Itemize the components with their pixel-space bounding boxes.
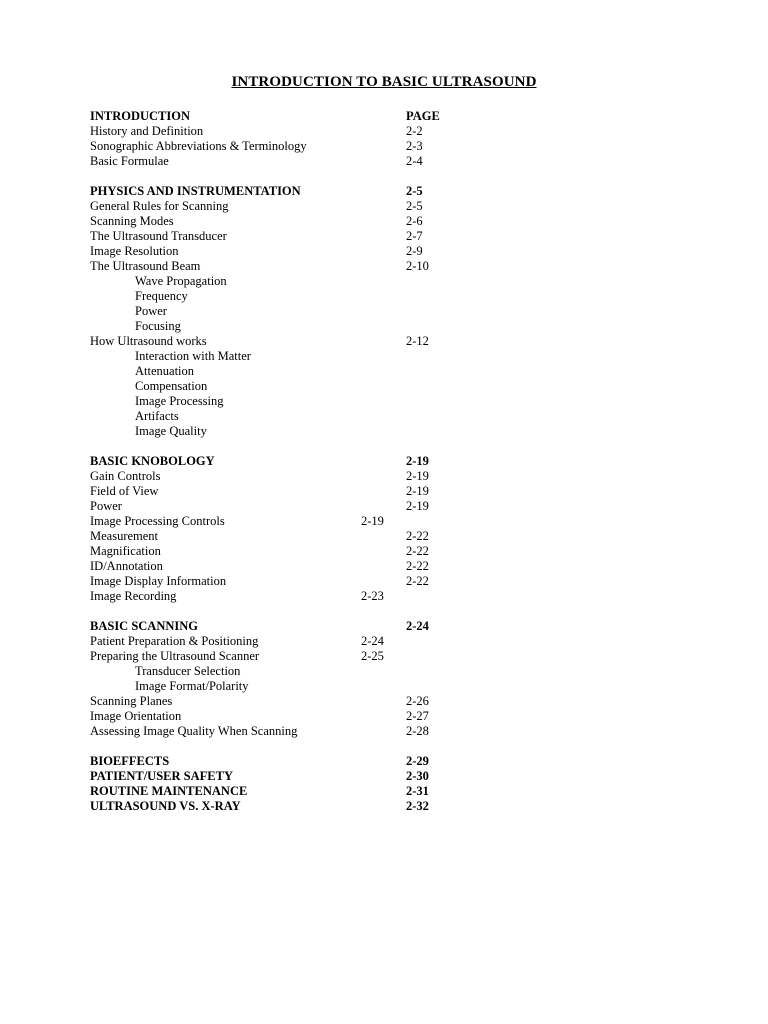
toc-entry-label: Focusing bbox=[135, 319, 181, 333]
toc-item-row bbox=[0, 634, 768, 649]
toc-entry-label: PHYSICS AND INSTRUMENTATION bbox=[90, 184, 301, 198]
toc-item-row bbox=[0, 334, 768, 349]
toc-entry-label: PATIENT/USER SAFETY bbox=[90, 769, 233, 783]
toc-item-row bbox=[0, 694, 768, 709]
toc-page-number: 2-22 bbox=[406, 574, 429, 588]
toc-page-number: 2-29 bbox=[406, 754, 429, 768]
toc-entry-label: Image Recording bbox=[90, 589, 177, 603]
toc-heading-row bbox=[0, 784, 768, 799]
toc-page-number: 2-23 bbox=[361, 589, 384, 603]
toc-page-number: 2-2 bbox=[406, 124, 423, 138]
toc-subitem-row bbox=[0, 304, 768, 319]
toc-page-number: 2-6 bbox=[406, 214, 423, 228]
toc-subitem-row bbox=[0, 274, 768, 289]
toc-subitem-row bbox=[0, 364, 768, 379]
toc-item-row bbox=[0, 514, 768, 529]
toc-entry-label: Artifacts bbox=[135, 409, 179, 423]
toc-subitem-row bbox=[0, 349, 768, 364]
toc-page-number: PAGE bbox=[406, 109, 440, 123]
toc-entry-label: Magnification bbox=[90, 544, 161, 558]
toc-item-row bbox=[0, 559, 768, 574]
toc-page-number: 2-12 bbox=[406, 334, 429, 348]
toc-page-number: 2-26 bbox=[406, 694, 429, 708]
toc-entry-label: Scanning Planes bbox=[90, 694, 173, 708]
toc-entry-label: Field of View bbox=[90, 484, 159, 498]
toc-page-number: 2-22 bbox=[406, 544, 429, 558]
toc-entry-label: The Ultrasound Beam bbox=[90, 259, 201, 273]
toc-entry-label: BASIC KNOBOLOGY bbox=[90, 454, 215, 468]
toc-entry-label: BIOEFFECTS bbox=[90, 754, 170, 768]
toc-entry-label: Interaction with Matter bbox=[135, 349, 251, 363]
table-of-contents bbox=[0, 109, 768, 814]
toc-subitem-row bbox=[0, 289, 768, 304]
toc-entry-label: History and Definition bbox=[90, 124, 204, 138]
toc-subitem-row bbox=[0, 379, 768, 394]
toc-heading-row bbox=[0, 109, 768, 124]
toc-heading-row bbox=[0, 769, 768, 784]
toc-item-row bbox=[0, 244, 768, 259]
toc-subitem-row bbox=[0, 319, 768, 334]
toc-entry-label: Image Resolution bbox=[90, 244, 179, 258]
toc-entry-label: ROUTINE MAINTENANCE bbox=[90, 784, 248, 798]
toc-item-row bbox=[0, 124, 768, 139]
toc-item-row bbox=[0, 544, 768, 559]
toc-page-number: 2-22 bbox=[406, 559, 429, 573]
toc-heading-row bbox=[0, 619, 768, 634]
toc-entry-label: ULTRASOUND VS. X-RAY bbox=[90, 799, 241, 813]
toc-entry-label: Image Processing Controls bbox=[90, 514, 225, 528]
toc-entry-label: Gain Controls bbox=[90, 469, 161, 483]
toc-entry-label: Image Format/Polarity bbox=[135, 679, 249, 693]
toc-entry-label: Image Orientation bbox=[90, 709, 182, 723]
toc-page-number: 2-24 bbox=[406, 619, 429, 633]
toc-heading-row bbox=[0, 184, 768, 199]
toc-heading-row bbox=[0, 799, 768, 814]
toc-entry-label: Scanning Modes bbox=[90, 214, 174, 228]
toc-entry-label: Transducer Selection bbox=[135, 664, 241, 678]
toc-entry-label: INTRODUCTION bbox=[90, 109, 191, 123]
toc-page-number: 2-19 bbox=[361, 514, 384, 528]
toc-page-number: 2-5 bbox=[406, 184, 423, 198]
toc-entry-label: Preparing the Ultrasound Scanner bbox=[90, 649, 260, 663]
toc-subitem-row bbox=[0, 409, 768, 424]
section-spacer bbox=[0, 439, 768, 454]
toc-heading-row bbox=[0, 754, 768, 769]
toc-page-number: 2-3 bbox=[406, 139, 423, 153]
toc-entry-label: Wave Propagation bbox=[135, 274, 227, 288]
toc-item-row bbox=[0, 484, 768, 499]
toc-entry-label: General Rules for Scanning bbox=[90, 199, 229, 213]
toc-item-row bbox=[0, 709, 768, 724]
toc-subitem-row bbox=[0, 664, 768, 679]
toc-page-number: 2-7 bbox=[406, 229, 423, 243]
toc-entry-label: BASIC SCANNING bbox=[90, 619, 199, 633]
toc-page-number: 2-19 bbox=[406, 499, 429, 513]
toc-item-row bbox=[0, 259, 768, 274]
toc-entry-label: Sonographic Abbreviations & Terminology bbox=[90, 139, 307, 153]
toc-page-number: 2-19 bbox=[406, 469, 429, 483]
toc-entry-label: Power bbox=[90, 499, 122, 513]
toc-page-number: 2-4 bbox=[406, 154, 423, 168]
toc-entry-label: Patient Preparation & Positioning bbox=[90, 634, 259, 648]
toc-page-number: 2-24 bbox=[361, 634, 384, 648]
toc-page-number: 2-19 bbox=[406, 484, 429, 498]
toc-entry-label: Compensation bbox=[135, 379, 208, 393]
toc-page-number: 2-19 bbox=[406, 454, 429, 468]
toc-subitem-row bbox=[0, 679, 768, 694]
toc-page-number: 2-32 bbox=[406, 799, 429, 813]
section-spacer bbox=[0, 739, 768, 754]
toc-entry-label: Measurement bbox=[90, 529, 159, 543]
toc-item-row bbox=[0, 724, 768, 739]
toc-page-number: 2-30 bbox=[406, 769, 429, 783]
toc-item-row bbox=[0, 154, 768, 169]
toc-item-row bbox=[0, 214, 768, 229]
toc-item-row bbox=[0, 574, 768, 589]
toc-entry-label: Image Display Information bbox=[90, 574, 227, 588]
toc-entry-label: Image Processing bbox=[135, 394, 224, 408]
toc-item-row bbox=[0, 649, 768, 664]
toc-page-number: 2-9 bbox=[406, 244, 423, 258]
toc-page-number: 2-28 bbox=[406, 724, 429, 738]
toc-item-row bbox=[0, 229, 768, 244]
toc-entry-label: Assessing Image Quality When Scanning bbox=[90, 724, 298, 738]
toc-page-number: 2-22 bbox=[406, 529, 429, 543]
toc-entry-label: The Ultrasound Transducer bbox=[90, 229, 227, 243]
toc-subitem-row bbox=[0, 424, 768, 439]
toc-entry-label: Power bbox=[135, 304, 167, 318]
toc-page-number: 2-10 bbox=[406, 259, 429, 273]
toc-item-row bbox=[0, 469, 768, 484]
toc-item-row bbox=[0, 499, 768, 514]
toc-subitem-row bbox=[0, 394, 768, 409]
toc-item-row bbox=[0, 589, 768, 604]
toc-page-number: 2-25 bbox=[361, 649, 384, 663]
toc-page-number: 2-31 bbox=[406, 784, 429, 798]
toc-heading-row bbox=[0, 454, 768, 469]
toc-entry-label: Attenuation bbox=[135, 364, 195, 378]
toc-entry-label: How Ultrasound works bbox=[90, 334, 207, 348]
toc-page-number: 2-5 bbox=[406, 199, 423, 213]
toc-item-row bbox=[0, 199, 768, 214]
toc-item-row bbox=[0, 139, 768, 154]
toc-entry-label: Frequency bbox=[135, 289, 188, 303]
section-spacer bbox=[0, 169, 768, 184]
toc-entry-label: ID/Annotation bbox=[90, 559, 163, 573]
toc-entry-label: Image Quality bbox=[135, 424, 207, 438]
section-spacer bbox=[0, 604, 768, 619]
document-title: INTRODUCTION TO BASIC ULTRASOUND bbox=[231, 74, 537, 90]
toc-page-number: 2-27 bbox=[406, 709, 429, 723]
toc-item-row bbox=[0, 529, 768, 544]
toc-entry-label: Basic Formulae bbox=[90, 154, 169, 168]
